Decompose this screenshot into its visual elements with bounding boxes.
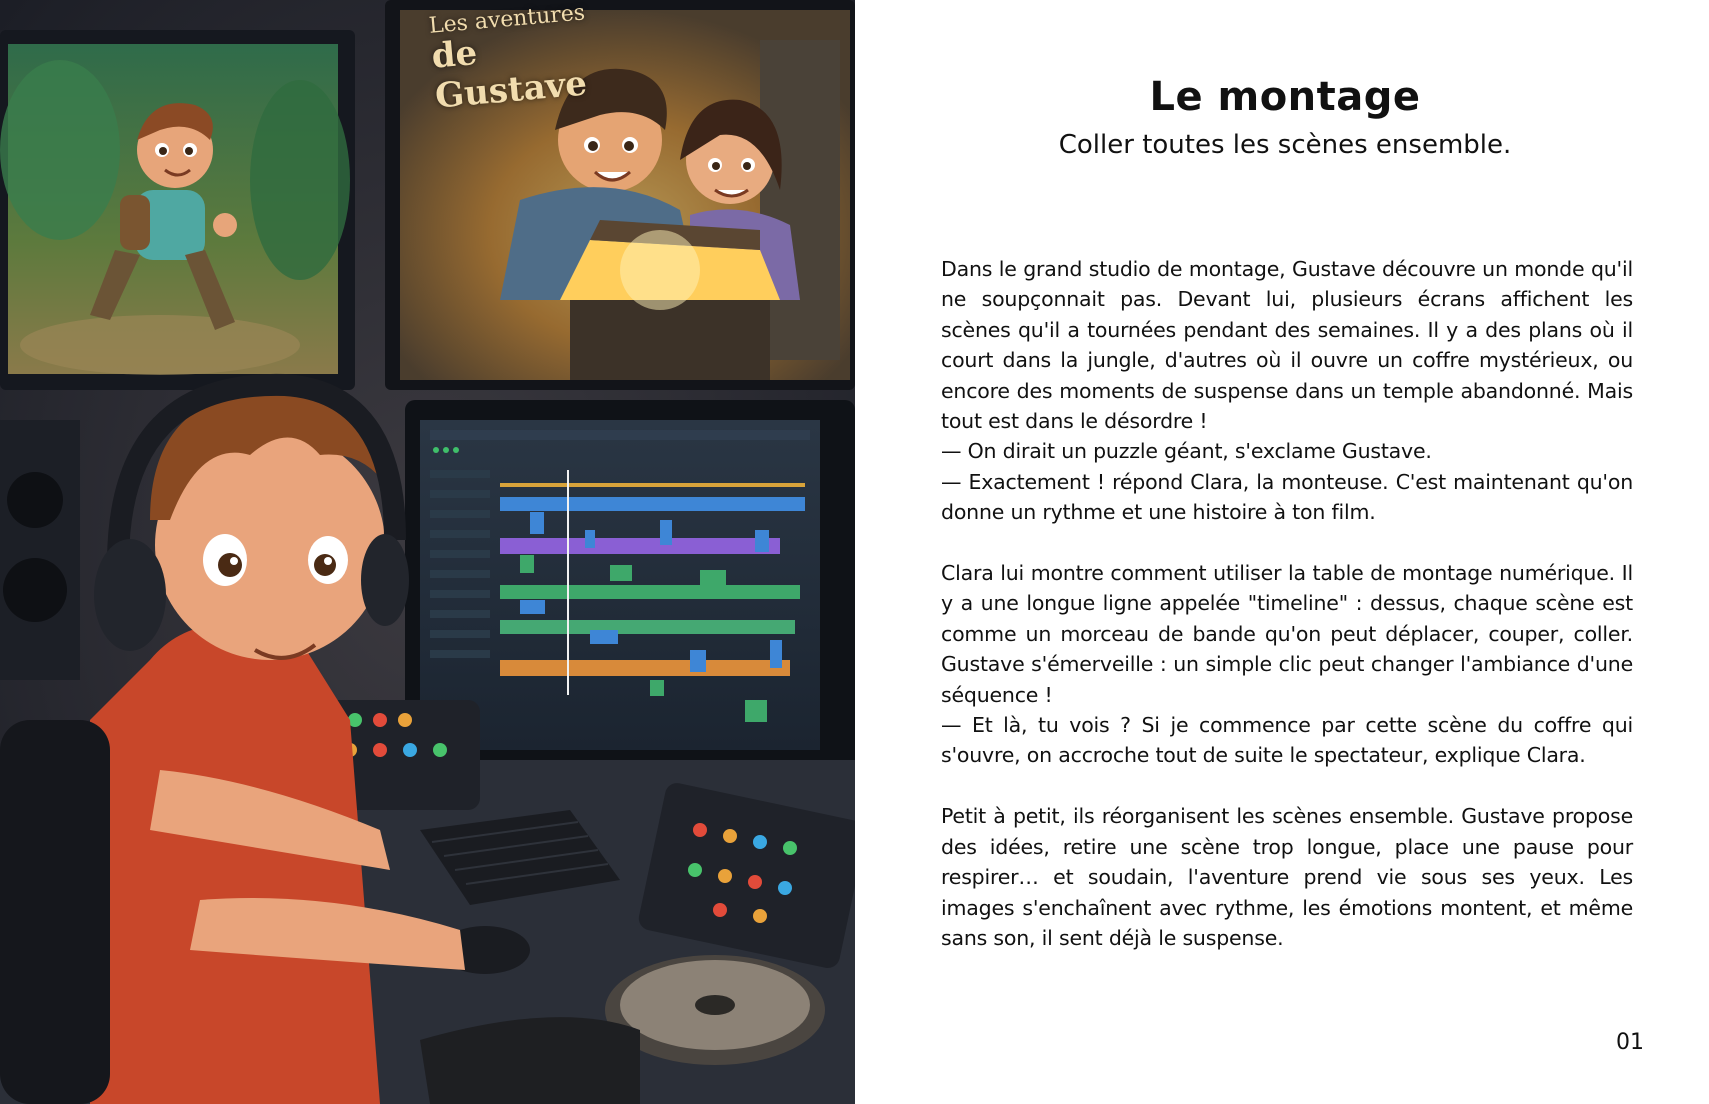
dialogue-line: — On dirait un puzzle géant, s'exclame Gustave. bbox=[941, 439, 1432, 464]
story-line: Petit à petit, ils réorganisent les scènes ensemble. Gustave propose des idées, retire une scène trop longue, place une pause pour respirer… et soudain, l'aventure prend vie sous ses yeux. Les images s'enchaînent avec rythme, les émotions montent, et même sans son, il sent déjà le suspense. bbox=[941, 804, 1633, 950]
movie-poster-title bbox=[428, 0, 596, 117]
chapter-subtitle: Coller toutes les scènes ensemble. bbox=[1058, 130, 1512, 160]
story-line: Dans le grand studio de montage, Gustave découvre un monde qu'il ne soupçonnait pas. Devant lui, plusieurs écrans affichent les scènes qu'il a tournées pendant des semaines. Il y a des plans où il court dans la jungle, d'autres où il ouvre un coffre mystérieux, ou encore des moments de suspense dans un temple abandonné. Mais tout est dans le désordre ! bbox=[941, 257, 1633, 434]
page-number: 01 bbox=[1616, 1030, 1644, 1055]
story-paragraph bbox=[941, 558, 1633, 771]
text-page bbox=[855, 0, 1709, 1104]
story-line: Clara lui montre comment utiliser la table de montage numérique. Il y a une longue ligne appelée "timeline" : dessus, chaque scène est comme un morceau de bande qu'on peut déplacer, couper, coller. Gustave s'émerveille : un simple clic peut changer l'ambiance d'une séquence ! bbox=[941, 561, 1633, 707]
story-text bbox=[941, 254, 1633, 953]
poster-title-line1: Les aventures bbox=[428, 0, 587, 39]
dialogue-line: — Et là, tu vois ? Si je commence par cette scène du coffre qui s'ouvre, on accroche tout de suite le spectateur, explique Clara. bbox=[941, 713, 1633, 768]
dialogue-line: — Exactement ! répond Clara, la monteuse. C'est maintenant qu'on donne un rythme et une histoire à ton film. bbox=[941, 469, 1633, 525]
poster-title-line2: de Gustave bbox=[430, 32, 589, 117]
story-paragraph bbox=[941, 254, 1633, 528]
story-paragraph bbox=[941, 801, 1633, 953]
chapter-title: Le montage bbox=[1149, 74, 1421, 120]
